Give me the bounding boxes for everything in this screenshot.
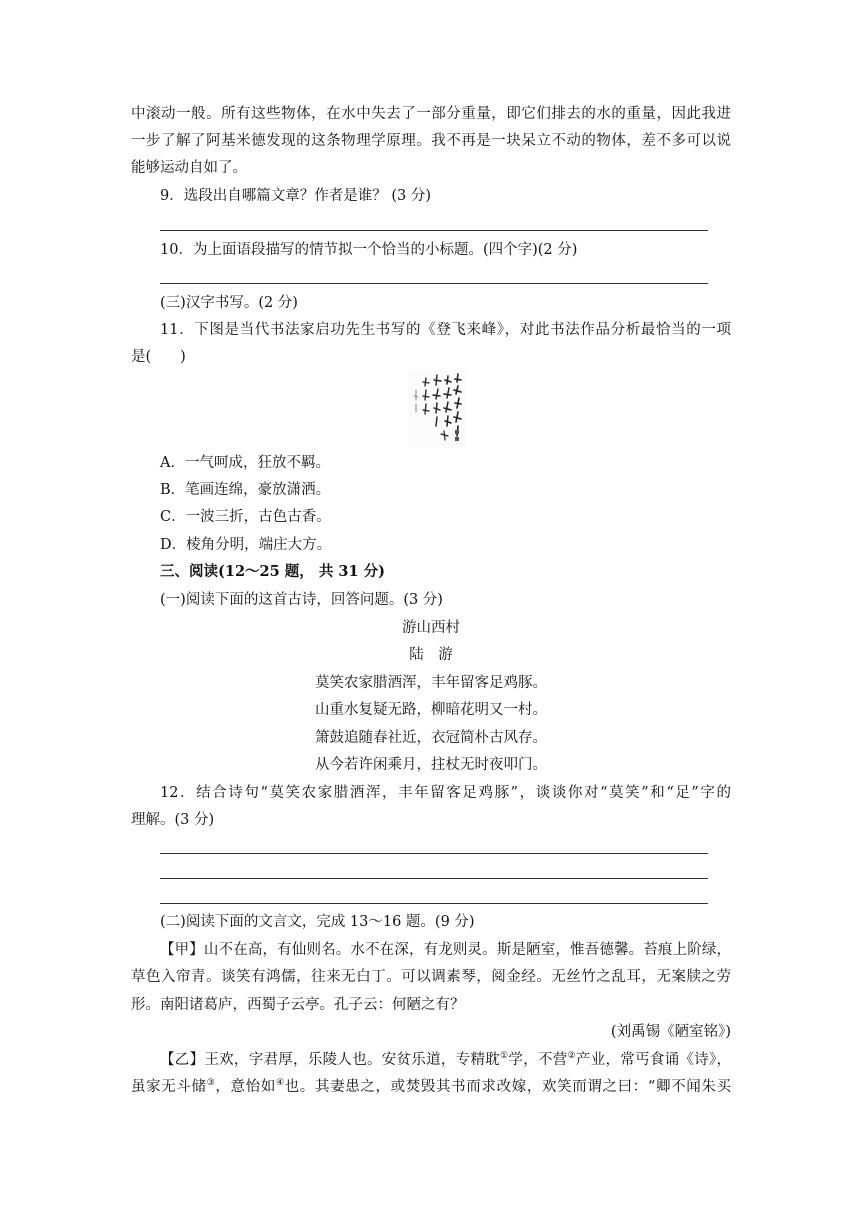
option-d[interactable]: D．棱角分明，端庄大方。 (160, 537, 332, 553)
question-11-line-2: 是( ) (131, 349, 186, 365)
text-jia-source: (刘禹锡《陋室铭》) (610, 1024, 731, 1040)
calligraphy-artwork (408, 370, 466, 448)
answer-line-q12-3[interactable] (160, 903, 708, 904)
answer-line-q12-2[interactable] (160, 878, 708, 879)
part-3-heading: 三、阅读(12～25 题， 共 31 分) (160, 563, 385, 580)
question-9: 9．选段出自哪篇文章？作者是谁？ (3 分) (160, 188, 431, 204)
sub-1-heading: (一)阅读下面的这首古诗，回答问题。(3 分) (160, 592, 443, 608)
calligraphy-image (408, 370, 466, 448)
answer-line-q12-1[interactable] (160, 853, 708, 854)
passage-line-3: 能够运动自如了。 (131, 160, 247, 176)
note-marker-1: ① (500, 1051, 509, 1062)
question-10: 10．为上面语段描写的情节拟一个恰当的小标题。(四个字)(2 分) (160, 242, 578, 258)
poem-line-1: 莫笑农家腊酒浑，丰年留客足鸡豚。 (315, 675, 547, 691)
question-12-line-1: 12．结合诗句“莫笑农家腊酒浑，丰年留客足鸡豚”，谈谈你对“莫笑”和“足”字的 (160, 785, 731, 801)
option-b[interactable]: B．笔画连绵，豪放潇洒。 (160, 482, 331, 498)
question-11-line-1: 11．下图是当代书法家启功先生书写的《登飞来峰》，对此书法作品分析最恰当的一项 (160, 322, 731, 338)
option-a[interactable]: A．一气呵成，狂放不羁。 (160, 455, 330, 471)
poem-line-3: 箫鼓追随春社近，衣冠简朴古风存。 (315, 730, 547, 746)
text-yi-line-2: 虽家无斗储③，意怡如④也。其妻患之，或焚毁其书而求改嫁，欢笑而谓之曰：“卿不闻朱买 (131, 1078, 732, 1095)
note-marker-4: ④ (275, 1078, 285, 1089)
sub-2-heading: (二)阅读下面的文言文，完成 13～16 题。(9 分) (160, 914, 475, 930)
text-jia-line-3: 形。南阳诸葛庐，西蜀子云亭。孔子云：何陋之有？ (131, 997, 465, 1013)
poem-line-2: 山重水复疑无路，柳暗花明又一村。 (315, 702, 547, 718)
passage-line-2: 一步了解了阿基米德发现的这条物理学原理。我不再是一块呆立不动的物体，差不多可以说 (131, 133, 731, 149)
text-yi-line-1: 【乙】王欢，字君厚，乐陵人也。安贫乐道，专精耽①学，不营②产业，常丐食诵《诗》， (160, 1051, 731, 1068)
note-marker-3: ③ (206, 1078, 216, 1089)
answer-line-q9[interactable] (160, 230, 708, 231)
answer-line-q10[interactable] (160, 283, 708, 284)
poem-title: 游山西村 (402, 620, 460, 636)
poem-line-4: 从今若许闲乘月，拄杖无时夜叩门。 (315, 757, 547, 773)
option-c[interactable]: C．一波三折，古色古香。 (160, 509, 331, 525)
note-marker-2: ② (567, 1051, 576, 1062)
text-jia-line-2: 草色入帘青。谈笑有鸿儒，往来无白丁。可以调素琴，阅金经。无丝竹之乱耳，无案牍之劳 (131, 969, 731, 985)
text-jia-line-1: 【甲】山不在高，有仙则名。水不在深，有龙则灵。斯是陋室，惟吾德馨。苔痕上阶绿， (160, 942, 731, 958)
seal-mark (455, 430, 459, 434)
poem-author: 陆 游 (409, 647, 453, 663)
passage-line-1: 中滚动一般。所有这些物体，在水中失去了一部分重量，即它们排去的水的重量，因此我进 (131, 106, 731, 122)
section-3-heading: (三)汉字书写。(2 分) (160, 295, 298, 311)
question-12-line-2: 理解。(3 分) (131, 812, 215, 828)
